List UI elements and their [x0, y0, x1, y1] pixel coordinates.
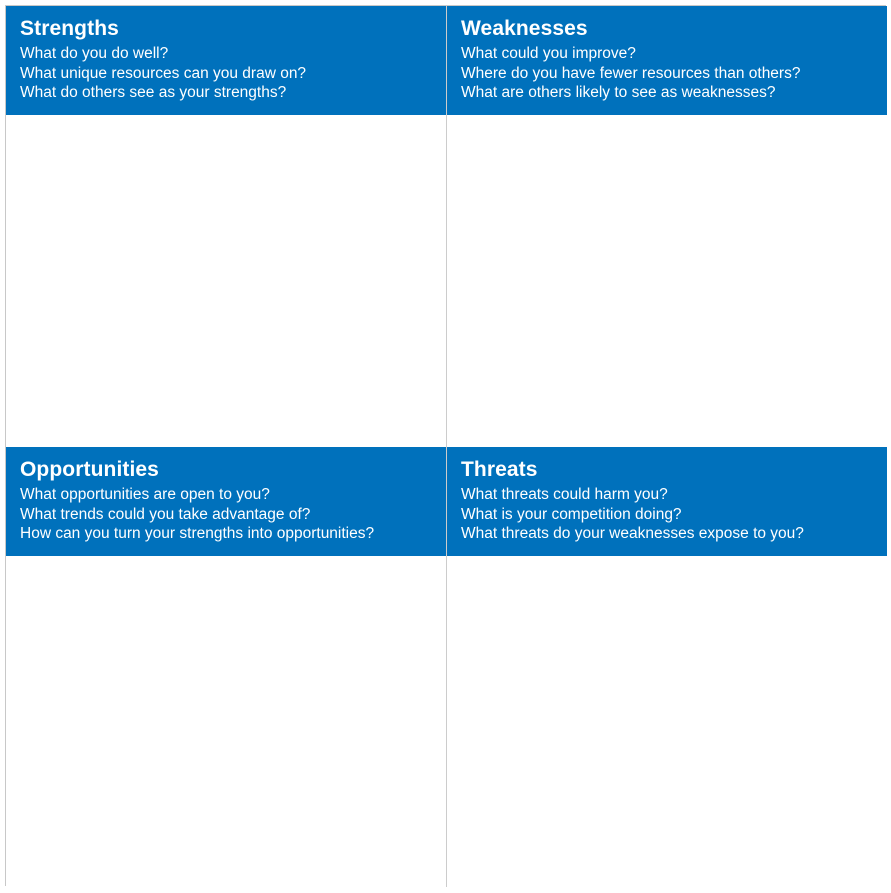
weaknesses-question: Where do you have fewer resources than others?: [461, 64, 801, 82]
quadrant-opportunities: [6, 447, 446, 887]
opportunities-title: Opportunities: [20, 458, 159, 481]
strengths-notes-area[interactable]: [6, 115, 446, 446]
threats-question: What threats do your weaknesses expose to you?: [461, 525, 804, 542]
threats-notes-area[interactable]: [447, 556, 887, 887]
quadrant-threats: [447, 447, 887, 887]
quadrant-strengths: [6, 6, 446, 446]
threats-question: What is your competition doing?: [461, 505, 682, 523]
strengths-question: What do others see as your strengths?: [20, 84, 287, 101]
weaknesses-question: What could you improve?: [461, 45, 636, 62]
weaknesses-question: What are others likely to see as weaknesses?: [461, 84, 776, 101]
strengths-title: Strengths: [20, 17, 119, 40]
threats-title: Threats: [461, 458, 538, 481]
strengths-header: [6, 6, 446, 115]
threats-question: What threats could harm you?: [461, 486, 668, 503]
strengths-question: What do you do well?: [20, 45, 169, 62]
weaknesses-notes-area[interactable]: [447, 115, 887, 446]
weaknesses-title: Weaknesses: [461, 17, 588, 40]
opportunities-question: What trends could you take advantage of?: [20, 505, 311, 523]
threats-header: [447, 447, 887, 556]
strengths-question: What unique resources can you draw on?: [20, 64, 307, 82]
opportunities-question: What opportunities are open to you?: [20, 486, 270, 503]
opportunities-header: [6, 447, 446, 556]
quadrant-weaknesses: [447, 6, 887, 446]
swot-grid: [5, 5, 886, 886]
opportunities-notes-area[interactable]: [6, 556, 446, 887]
weaknesses-header: [447, 6, 887, 115]
opportunities-question: How can you turn your strengths into opportunities?: [20, 525, 375, 542]
